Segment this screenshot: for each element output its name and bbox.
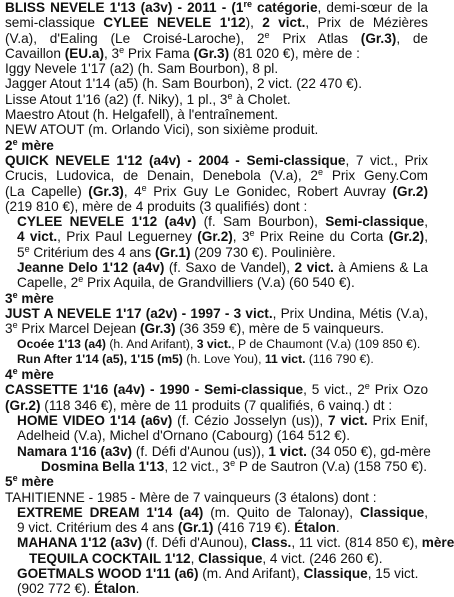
text-run: Prix Ozo (369, 382, 429, 398)
superscript-text: e (364, 381, 370, 392)
entry-paragraph (5, 0, 428, 61)
section-heading (5, 138, 428, 153)
superscript-text: e (227, 90, 233, 101)
paragraph-line (17, 275, 428, 290)
text-run: mère (17, 290, 54, 306)
text-run: Prix Fama (124, 45, 194, 61)
bold-text: (Gr.2) (197, 229, 233, 245)
entry-line (5, 337, 428, 352)
text-run: , 15 vict. (367, 565, 419, 581)
bold-text: (Gr.1) (177, 520, 214, 536)
text-run: 3 (5, 290, 13, 306)
bold-text: 4 vict. (17, 229, 58, 245)
text-run: Adelheid (V.a), Michel d'Ornano (Cabourg) (164 512 €). (17, 428, 351, 444)
entry-line (5, 107, 428, 122)
superscript-text: re (243, 0, 252, 9)
superscript-text: e (318, 167, 324, 178)
text-run: , 3 (232, 229, 250, 245)
section-heading (5, 474, 428, 489)
text-run: , Prix Paul Leguerney (57, 229, 198, 245)
superscript-text: e (264, 29, 270, 40)
bold-text: (EU.a) (64, 45, 104, 61)
entry-paragraph (5, 260, 428, 291)
text-run: (h. Love You), (182, 351, 265, 366)
entry-line (5, 551, 428, 566)
text-run: Capelle, 2 (17, 275, 79, 291)
entry-line (5, 76, 428, 91)
text-run: semi-classique (5, 15, 104, 31)
entry-line (5, 459, 428, 474)
entry-paragraph (5, 382, 428, 413)
superscript-text: e (12, 473, 18, 484)
entry-paragraph (5, 505, 428, 536)
bold-text: (Gr.3) (139, 321, 176, 337)
superscript-text: e (12, 366, 18, 377)
text-run: 2 (5, 137, 13, 153)
text-run: Prix Marcel Dejean (17, 321, 140, 337)
bold-text: MAHANA 1'12 (a3v) (17, 535, 143, 551)
text-run: mère (17, 474, 54, 490)
bold-text: GOETMALS WOOD 1'11 (a6) (17, 565, 199, 581)
text-run: Critérium des 4 ans (29, 244, 155, 260)
superscript-text: e (12, 320, 18, 331)
bold-text: Jeanne Delo 1'12 (a4v) (17, 260, 165, 276)
text-run: (f. Défi d'Aunou), (142, 535, 252, 551)
paragraph-line (5, 306, 428, 321)
paragraph-line (5, 321, 428, 336)
text-run: Iggy Nevele 1'17 (a2) (h. Sam Bourbon), 8 pl. (5, 61, 279, 77)
text-run: , (424, 229, 428, 245)
bold-text: QUICK NEVELE 1'12 (a4v) - 2004 - Semi-classique (5, 152, 346, 168)
bold-text: (Gr.2) (392, 183, 428, 199)
bold-text: HOME VIDEO 1'14 (a6v) (17, 413, 173, 429)
bold-text: CASSETTE 1'16 (a4v) - 1990 - Semi-classique (5, 382, 304, 398)
paragraph-line (17, 260, 428, 275)
paragraph-line (5, 199, 428, 214)
entry-line (5, 92, 428, 107)
bold-text: 7 vict. (328, 413, 368, 429)
bold-text: 1 vict. (268, 443, 307, 459)
superscript-text: e (12, 136, 18, 147)
text-run: TAHITIENNE - 1985 - Mère de 7 vainqueurs (3 étalons) dont : (5, 489, 377, 505)
superscript-text: e (230, 457, 236, 468)
bold-text: (Gr.3) (193, 45, 230, 61)
text-run: à Cholet. (232, 91, 291, 107)
text-run: (34 050 €), gd-mère (306, 443, 431, 459)
text-run: , (424, 504, 428, 520)
paragraph-line (5, 153, 428, 168)
text-run: (La Capelle) (5, 183, 89, 199)
bold-text: (Gr.2) (388, 229, 425, 245)
bold-text: BLISS NEVELE 1'13 (a3v) - 2011 - (1 (5, 0, 244, 15)
bold-text: JUST A NEVELE 1'17 (a2v) - 1997 - 3 vict. (5, 305, 273, 321)
paragraph-line (17, 505, 428, 520)
text-run: Cavaillon (5, 45, 65, 61)
bold-text: EXTREME DREAM 1'14 (a4) (17, 504, 204, 520)
bold-text: 2 vict. (262, 15, 306, 31)
text-run: (m. And Arifant), (198, 565, 304, 581)
text-run: (902 772 €). (17, 581, 95, 597)
text-run: (416 719 €). (213, 520, 295, 536)
bold-text: Class. (251, 535, 292, 551)
paragraph-line (17, 520, 428, 535)
bold-text: (Gr.1) (155, 244, 191, 260)
text-run: , (190, 550, 199, 566)
text-run: (m. Quito de Talonay), (203, 504, 360, 520)
text-run: , 5 vict., 2 (303, 382, 365, 398)
text-run: , demi-sœur de la (317, 0, 428, 15)
text-run: , 11 vict. (814 850 €), (291, 535, 422, 551)
paragraph-line (5, 15, 428, 30)
paragraph-line (5, 398, 428, 413)
paragraph-line (17, 245, 428, 260)
text-run: Prix Atlas (269, 30, 361, 46)
text-run: , 3 (103, 45, 120, 61)
bold-text: TEQUILA COCKTAIL 1'12 (29, 550, 191, 566)
paragraph-line (5, 168, 428, 183)
text-run: mère (17, 137, 54, 153)
bold-text: Classique (359, 504, 425, 520)
text-run: NEW ATOUT (m. Orlando Vici), son sixième produit. (5, 122, 319, 138)
text-run: 4 (5, 367, 13, 383)
superscript-text: e (12, 289, 18, 300)
entry-line (5, 566, 428, 581)
text-run: , 4 vict. (246 260 €). (262, 550, 383, 566)
paragraph-line (5, 184, 428, 199)
text-run: (36 359 €), mère de 5 vainqueurs. (175, 321, 385, 337)
superscript-text: e (78, 274, 84, 285)
text-run: (h. And Arifant), (105, 336, 197, 351)
bold-text: CYLEE NEVELE 1'12 (a4v) (17, 214, 197, 230)
superscript-text: e (141, 182, 147, 193)
entry-line (5, 443, 431, 459)
text-run: (81 020 €), mère de : (229, 45, 360, 61)
section-heading (5, 367, 428, 382)
text-run: Prix Enif, (367, 413, 428, 429)
text-run: Prix Guy Le Gonidec, Robert Auvray (146, 183, 393, 199)
entry-line (5, 581, 428, 596)
pedigree-document (5, 0, 454, 597)
text-run: Maestro Atout (h. Helgafell), à l'entraînement. (5, 107, 279, 123)
text-run: (f. Défi d'Aunou (us)), (132, 443, 269, 459)
bold-text: Ocoée 1'13 (a4) (17, 336, 106, 351)
text-run: 5 (17, 244, 25, 260)
text-run: (116 790 €). (305, 351, 374, 366)
bold-text: Dosmina Bella 1'13 (41, 458, 165, 474)
bold-text: Semi-classique (325, 214, 425, 230)
text-run: mère (17, 367, 54, 383)
text-run: 5 (5, 474, 13, 490)
text-run: , 4 (123, 183, 142, 199)
text-run: . (135, 581, 140, 597)
text-run: (f. Saxo de Vandel), (164, 260, 295, 276)
superscript-text: e (249, 228, 255, 239)
bold-text: catégorie (251, 0, 318, 15)
entry-line (5, 122, 428, 137)
superscript-text: e (119, 44, 125, 55)
bold-text: Étalon (294, 520, 336, 536)
text-run: Crucis, Ludovica, de Denain, Denebola (V.a), 2 (5, 168, 318, 184)
text-run: 9 vict. Critérium des 4 ans (17, 520, 178, 536)
bold-text: mère (421, 535, 454, 551)
text-run: ), (245, 15, 263, 31)
text-run: Jagger Atout 1'14 (a5) (h. Sam Bourbon), 2 vict. (22 470 €). (5, 76, 362, 92)
paragraph-line (17, 428, 428, 443)
paragraph-line (17, 413, 428, 428)
text-run: à Amiens & La (333, 260, 428, 276)
entry-paragraph (5, 153, 428, 214)
text-run: Lisse Atout 1'16 (a2) (f. Niky), 1 pl., 3 (5, 91, 228, 107)
paragraph-line (5, 31, 428, 46)
paragraph-line (5, 382, 428, 397)
text-run: Prix Geny.Com (323, 168, 428, 184)
text-run: , Prix Undina, Métis (V.a), (272, 305, 428, 321)
entry-line (5, 61, 428, 76)
text-run: , P de Chaumont (V.a) (109 850 €). (231, 336, 421, 351)
text-run: Prix Aquila, de Grandvilliers (V.a) (60 540 €). (83, 275, 355, 291)
text-run: (f. Cézio Josselyn (us)), (172, 413, 329, 429)
entry-paragraph (5, 306, 428, 337)
text-run: (118 346 €), mère de 11 produits (7 qualifiés, 6 vainq.) dt : (40, 397, 393, 413)
bold-text: Classique (198, 550, 263, 566)
text-run: , (424, 214, 428, 230)
text-run: P de Sautron (V.a) (158 750 €). (235, 458, 428, 474)
text-run: , Prix de Mézières (305, 15, 428, 31)
text-run: (219 810 €), mère de 4 produits (3 qualifiés) dont : (5, 198, 308, 214)
text-run: , 7 vict., Prix (345, 152, 428, 168)
bold-text: Classique (303, 565, 368, 581)
paragraph-line (17, 229, 428, 244)
text-run: 3 (5, 321, 13, 337)
entry-line (5, 535, 454, 551)
text-run: (V.a), d'Ealing (Le Croisé-Laroche), 2 (5, 30, 265, 46)
bold-text: Namara 1'16 (a3v) (17, 443, 133, 459)
bold-text: (Gr.3) (360, 30, 397, 46)
entry-line (5, 352, 428, 367)
entry-paragraph (5, 413, 428, 444)
bold-text: Étalon (94, 581, 136, 597)
bold-text: CYLEE NEVELE 1'12 (103, 15, 246, 31)
bold-text: (Gr.2) (5, 397, 41, 413)
paragraph-line (5, 0, 428, 15)
text-run: (f. Sam Bourbon), (196, 214, 326, 230)
bold-text: 3 vict. (196, 336, 232, 351)
bold-text: 2 vict. (294, 260, 334, 276)
text-run: . (335, 520, 340, 536)
bold-text: (Gr.3) (88, 183, 124, 199)
text-run: Prix Reine du Corta (254, 229, 389, 245)
bold-text: 11 vict. (264, 351, 306, 366)
paragraph-line (5, 46, 428, 61)
bold-text: Run After 1'14 (a5), 1'15 (m5) (17, 351, 183, 366)
text-run: , de (396, 30, 428, 46)
section-heading (5, 291, 428, 306)
entry-paragraph (5, 214, 428, 260)
text-run: , 12 vict., 3 (164, 458, 231, 474)
paragraph-line (17, 214, 428, 229)
entry-line (5, 490, 428, 505)
superscript-text: e (24, 243, 30, 254)
text-run: (209 730 €). Poulinière. (190, 244, 336, 260)
